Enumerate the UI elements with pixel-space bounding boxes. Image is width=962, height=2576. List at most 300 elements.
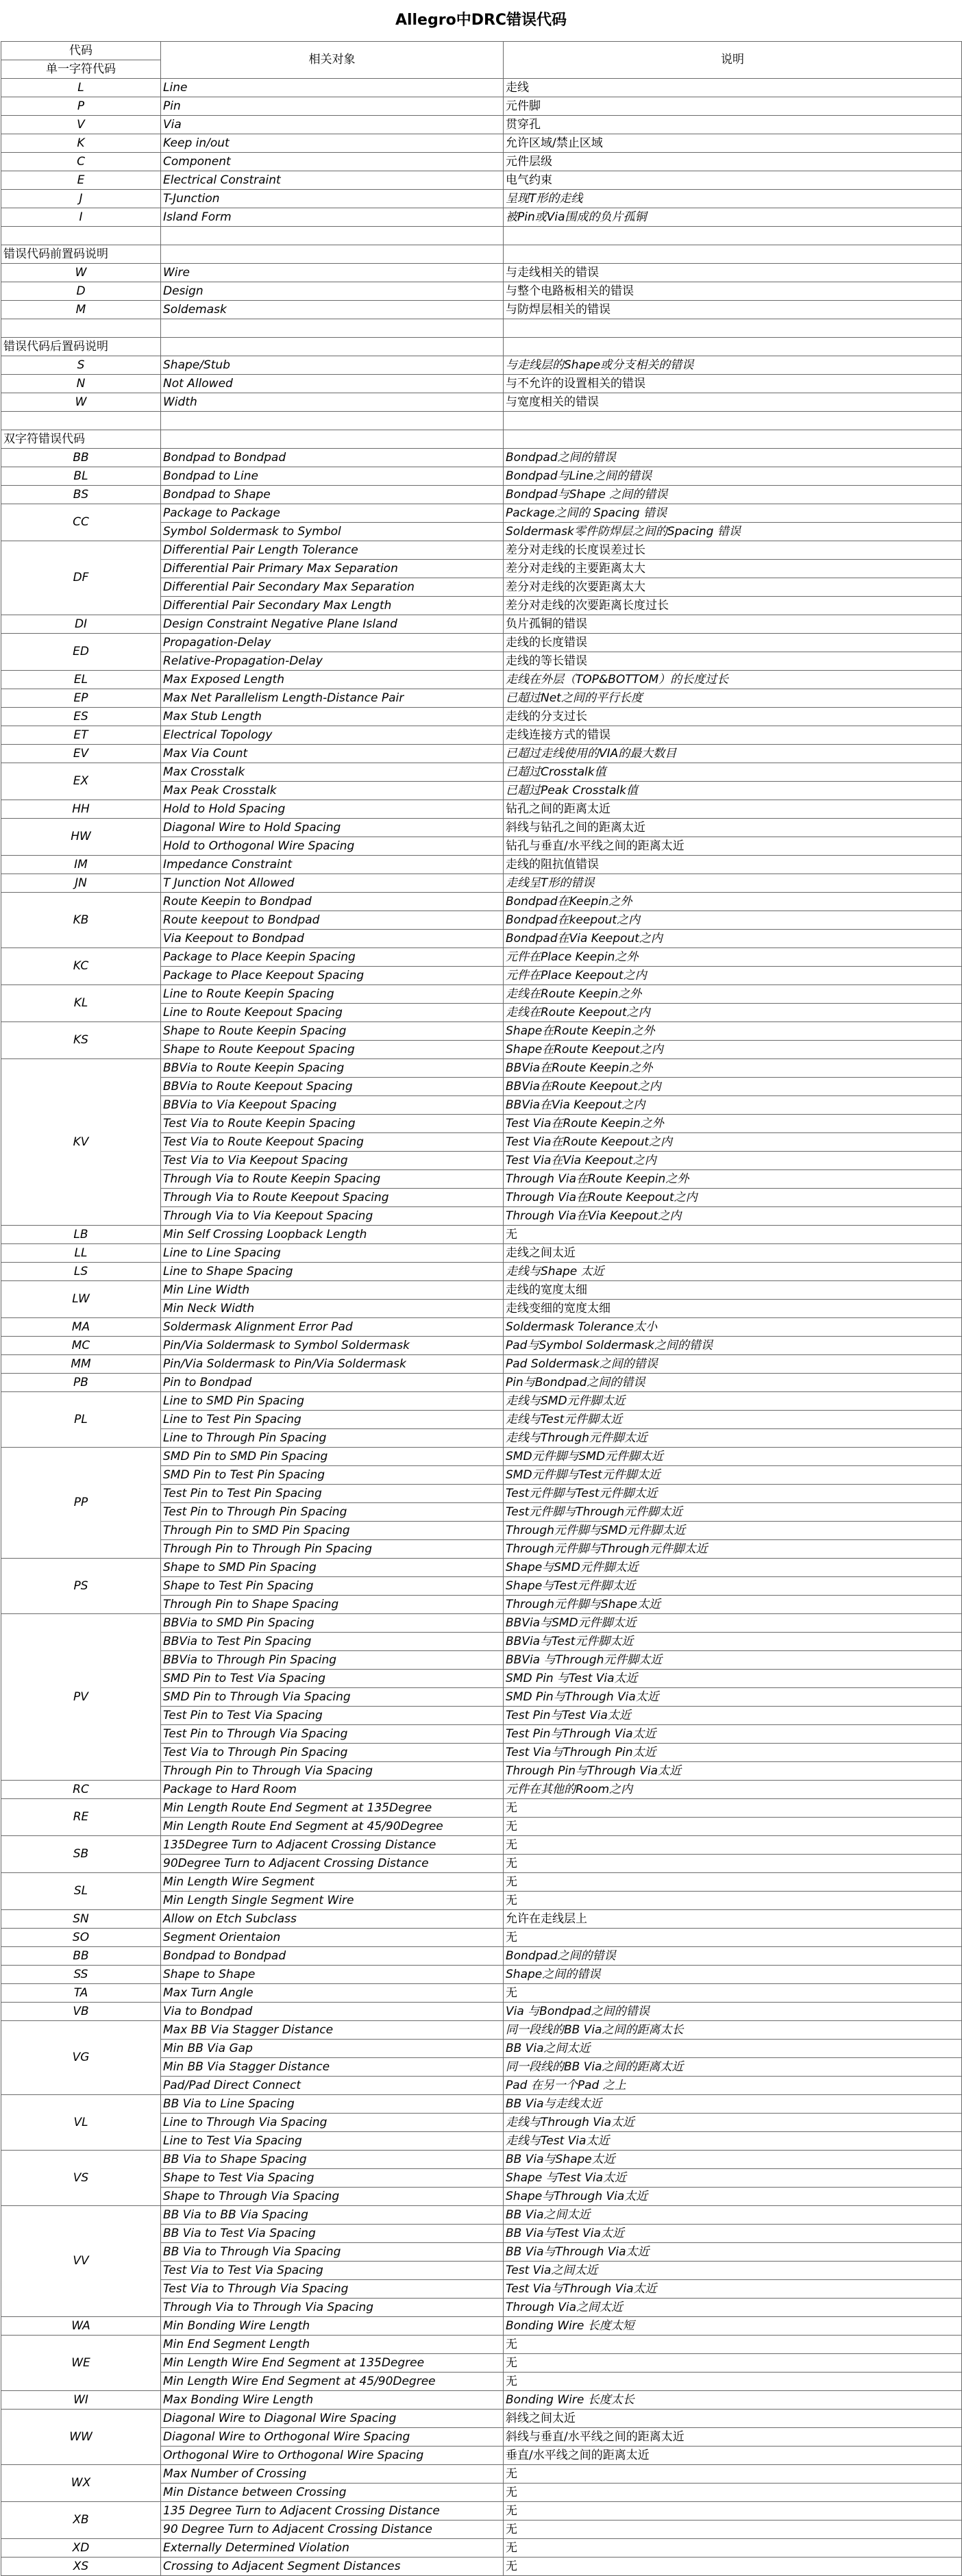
- description-cell: BBVia与Test元件脚太近: [504, 1633, 962, 1651]
- code-cell: JN: [1, 874, 161, 893]
- header-desc: 说明: [504, 42, 962, 79]
- description-cell: 走线连接方式的错误: [504, 726, 962, 745]
- object-cell: Package to Place Keepin Spacing: [161, 948, 504, 967]
- section-empty-cell: [161, 338, 504, 356]
- object-cell: Through Via to Via Keepout Spacing: [161, 1207, 504, 1226]
- description-cell: Bondpad在Keepin之外: [504, 893, 962, 911]
- section-title: 错误代码后置码说明: [1, 338, 161, 356]
- code-cell: WI: [1, 2391, 161, 2410]
- empty-cell: [1, 319, 161, 338]
- description-cell: Test Pin与Through Via太近: [504, 1725, 962, 1744]
- description-cell: Test Via之间太近: [504, 2262, 962, 2280]
- code-cell: N: [1, 375, 161, 393]
- code-cell: M: [1, 301, 161, 319]
- object-cell: Through Pin to Shape Spacing: [161, 1596, 504, 1614]
- object-cell: Min Distance between Crossing: [161, 2484, 504, 2502]
- description-cell: 走线变细的宽度太细: [504, 1300, 962, 1318]
- description-cell: BB Via之间太近: [504, 2040, 962, 2058]
- object-cell: Design Constraint Negative Plane Island: [161, 615, 504, 634]
- object-cell: Min End Segment Length: [161, 2336, 504, 2354]
- object-cell: Package to Place Keepout Spacing: [161, 967, 504, 985]
- description-cell: 走线与Through Via太近: [504, 2114, 962, 2132]
- table-row: [1, 264, 962, 282]
- description-cell: 元件脚: [504, 97, 962, 116]
- object-cell: Hold to Hold Spacing: [161, 800, 504, 819]
- description-cell: 无: [504, 1836, 962, 1855]
- description-cell: 斜线之间太近: [504, 2410, 962, 2428]
- object-cell: Allow on Etch Subclass: [161, 1910, 504, 1929]
- object-cell: Bondpad to Shape: [161, 486, 504, 504]
- empty-row: [1, 319, 962, 338]
- description-cell: Pin与Bondpad之间的错误: [504, 1374, 962, 1392]
- object-cell: Pin: [161, 97, 504, 116]
- object-cell: Max Via Count: [161, 745, 504, 763]
- description-cell: Test Via与Through Pin太近: [504, 1744, 962, 1762]
- code-cell: I: [1, 208, 161, 227]
- object-cell: Crossing to Adjacent Segment Distances: [161, 2558, 504, 2576]
- drc-code-table: [1, 41, 962, 2576]
- description-cell: BBVia在Route Keepout之内: [504, 1078, 962, 1096]
- object-cell: Line to Route Keepin Spacing: [161, 985, 504, 1004]
- code-cell: KC: [1, 948, 161, 985]
- description-cell: 无: [504, 1873, 962, 1892]
- empty-cell: [504, 227, 962, 245]
- description-cell: Shape与Test元件脚太近: [504, 1577, 962, 1596]
- object-cell: BBVia to Route Keepin Spacing: [161, 1059, 504, 1078]
- description-cell: Soldermask零件防焊层之间的Spacing 错误: [504, 523, 962, 541]
- object-cell: Shape/Stub: [161, 356, 504, 375]
- description-cell: 无: [504, 1892, 962, 1910]
- description-cell: 差分对走线的次要距离长度过长: [504, 597, 962, 615]
- description-cell: BBVia在Route Keepin之外: [504, 1059, 962, 1078]
- description-cell: Through元件脚与Through元件脚太近: [504, 1540, 962, 1559]
- table-row: [1, 1448, 962, 1466]
- code-cell: SS: [1, 1966, 161, 1984]
- object-cell: Min Length Wire Segment: [161, 1873, 504, 1892]
- description-cell: 走线的阻抗值错误: [504, 856, 962, 874]
- description-cell: 允许区域/禁止区域: [504, 134, 962, 153]
- description-cell: Test Pin与Test Via太近: [504, 1707, 962, 1725]
- description-cell: 无: [504, 1984, 962, 2003]
- object-cell: Min Length Route End Segment at 45/90Degree: [161, 1818, 504, 1836]
- description-cell: 差分对走线的次要距离太大: [504, 578, 962, 597]
- code-cell: D: [1, 282, 161, 301]
- description-cell: 走线的宽度太细: [504, 1281, 962, 1300]
- description-cell: 走线与Through元件脚太近: [504, 1429, 962, 1448]
- object-cell: Through Via to Route Keepin Spacing: [161, 1170, 504, 1189]
- empty-cell: [504, 412, 962, 430]
- description-cell: Via 与Bondpad之间的错误: [504, 2003, 962, 2021]
- object-cell: Not Allowed: [161, 375, 504, 393]
- object-cell: Width: [161, 393, 504, 412]
- table-row: [1, 1226, 962, 1244]
- code-cell: EL: [1, 671, 161, 689]
- object-cell: Test Via to Through Pin Spacing: [161, 1744, 504, 1762]
- description-cell: Test元件脚与Test元件脚太近: [504, 1485, 962, 1503]
- description-cell: 允许在走线层上: [504, 1910, 962, 1929]
- description-cell: 无: [504, 1799, 962, 1818]
- object-cell: Line to Through Via Spacing: [161, 2114, 504, 2132]
- description-cell: 无: [504, 2539, 962, 2558]
- object-cell: Max Crosstalk: [161, 763, 504, 782]
- code-cell: VG: [1, 2021, 161, 2095]
- object-cell: Hold to Orthogonal Wire Spacing: [161, 837, 504, 856]
- code-cell: PS: [1, 1559, 161, 1614]
- empty-cell: [1, 227, 161, 245]
- description-cell: 钻孔与垂直/水平线之间的距离太近: [504, 837, 962, 856]
- description-cell: BB Via与Shape太近: [504, 2151, 962, 2169]
- table-row: [1, 985, 962, 1004]
- header-code: 代码: [1, 42, 161, 60]
- table-row: [1, 2317, 962, 2336]
- code-cell: SO: [1, 1929, 161, 1947]
- table-row: [1, 874, 962, 893]
- code-cell: EV: [1, 745, 161, 763]
- table-row: [1, 726, 962, 745]
- object-cell: Bondpad to Bondpad: [161, 449, 504, 467]
- object-cell: Impedance Constraint: [161, 856, 504, 874]
- description-cell: SMD Pin与Through Via太近: [504, 1688, 962, 1707]
- code-cell: P: [1, 97, 161, 116]
- code-cell: DF: [1, 541, 161, 615]
- table-row: [1, 1966, 962, 1984]
- table-row: [1, 2539, 962, 2558]
- object-cell: Test Via to Route Keepin Spacing: [161, 1115, 504, 1133]
- code-cell: C: [1, 153, 161, 171]
- description-cell: Bondpad在keepout之内: [504, 911, 962, 930]
- description-cell: 元件在Place Keepout之内: [504, 967, 962, 985]
- description-cell: Through Via在Via Keepout之内: [504, 1207, 962, 1226]
- description-cell: Through Via在Route Keepin之外: [504, 1170, 962, 1189]
- empty-cell: [161, 412, 504, 430]
- description-cell: 无: [504, 2336, 962, 2354]
- header-single: 单一字符代码: [1, 60, 161, 79]
- description-cell: Package之间的 Spacing 错误: [504, 504, 962, 523]
- object-cell: Via Keepout to Bondpad: [161, 930, 504, 948]
- object-cell: Max Stub Length: [161, 708, 504, 726]
- description-cell: Pad 在另一个Pad 之上: [504, 2077, 962, 2095]
- object-cell: Route Keepin to Bondpad: [161, 893, 504, 911]
- object-cell: Min Neck Width: [161, 1300, 504, 1318]
- description-cell: BBVia与SMD元件脚太近: [504, 1614, 962, 1633]
- object-cell: Line to SMD Pin Spacing: [161, 1392, 504, 1411]
- description-cell: Test元件脚与Through元件脚太近: [504, 1503, 962, 1522]
- object-cell: Shape to SMD Pin Spacing: [161, 1559, 504, 1577]
- table-row: [1, 1873, 962, 1892]
- table-row: [1, 301, 962, 319]
- object-cell: Min Bonding Wire Length: [161, 2317, 504, 2336]
- description-cell: 贯穿孔: [504, 116, 962, 134]
- object-cell: Diagonal Wire to Orthogonal Wire Spacing: [161, 2428, 504, 2447]
- description-cell: 元件在Place Keepin之外: [504, 948, 962, 967]
- code-cell: W: [1, 393, 161, 412]
- table-row: [1, 615, 962, 634]
- object-cell: Package to Package: [161, 504, 504, 523]
- code-cell: XB: [1, 2502, 161, 2539]
- table-row: [1, 634, 962, 652]
- table-row: [1, 1781, 962, 1799]
- object-cell: Differential Pair Primary Max Separation: [161, 560, 504, 578]
- object-cell: Test Pin to Through Pin Spacing: [161, 1503, 504, 1522]
- code-cell: BB: [1, 449, 161, 467]
- object-cell: BBVia to Via Keepout Spacing: [161, 1096, 504, 1115]
- code-cell: W: [1, 264, 161, 282]
- code-cell: PL: [1, 1392, 161, 1448]
- table-row: [1, 190, 962, 208]
- object-cell: Min BB Via Gap: [161, 2040, 504, 2058]
- code-cell: ES: [1, 708, 161, 726]
- object-cell: Line to Route Keepout Spacing: [161, 1004, 504, 1022]
- description-cell: 已超过Crosstalk值: [504, 763, 962, 782]
- description-cell: 走线的等长错误: [504, 652, 962, 671]
- empty-row: [1, 227, 962, 245]
- object-cell: Component: [161, 153, 504, 171]
- description-cell: Shape在Route Keepin之外: [504, 1022, 962, 1041]
- object-cell: Shape to Test Via Spacing: [161, 2169, 504, 2188]
- description-cell: Bonding Wire 长度太短: [504, 2317, 962, 2336]
- code-cell: KB: [1, 893, 161, 948]
- description-cell: SMD元件脚与Test元件脚太近: [504, 1466, 962, 1485]
- table-row: [1, 2003, 962, 2021]
- section-row: [1, 245, 962, 264]
- description-cell: 无: [504, 2465, 962, 2484]
- description-cell: 同一段线的BB Via之间的距离太近: [504, 2058, 962, 2077]
- description-cell: 电气约束: [504, 171, 962, 190]
- object-cell: Line to Through Pin Spacing: [161, 1429, 504, 1448]
- table-row: [1, 948, 962, 967]
- object-cell: Line: [161, 79, 504, 97]
- code-cell: KS: [1, 1022, 161, 1059]
- table-row: [1, 79, 962, 97]
- description-cell: 与走线层的Shape或分支相关的错误: [504, 356, 962, 375]
- table-row: [1, 1392, 962, 1411]
- object-cell: Island Form: [161, 208, 504, 227]
- table-row: [1, 1022, 962, 1041]
- object-cell: SMD Pin to Test Pin Spacing: [161, 1466, 504, 1485]
- code-cell: EX: [1, 763, 161, 800]
- table-row: [1, 1910, 962, 1929]
- table-row: [1, 486, 962, 504]
- object-cell: Through Via to Route Keepout Spacing: [161, 1189, 504, 1207]
- object-cell: Differential Pair Length Tolerance: [161, 541, 504, 560]
- description-cell: 元件层级: [504, 153, 962, 171]
- table-row: [1, 1984, 962, 2003]
- description-cell: 呈现T形的走线: [504, 190, 962, 208]
- description-cell: Shape 与Test Via太近: [504, 2169, 962, 2188]
- object-cell: 90Degree Turn to Adjacent Crossing Distance: [161, 1855, 504, 1873]
- header-object: 相关对象: [161, 42, 504, 79]
- description-cell: 走线在Route Keepout之内: [504, 1004, 962, 1022]
- object-cell: Shape to Route Keepin Spacing: [161, 1022, 504, 1041]
- description-cell: Soldermask Tolerance太小: [504, 1318, 962, 1337]
- section-empty-cell: [504, 430, 962, 449]
- description-cell: 无: [504, 1818, 962, 1836]
- description-cell: BB Via之间太近: [504, 2206, 962, 2225]
- table-row: [1, 1318, 962, 1337]
- table-row: [1, 2558, 962, 2576]
- object-cell: Through Pin to SMD Pin Spacing: [161, 1522, 504, 1540]
- description-cell: 与不允许的设置相关的错误: [504, 375, 962, 393]
- description-cell: Through Via在Route Keepout之内: [504, 1189, 962, 1207]
- object-cell: BBVia to Through Pin Spacing: [161, 1651, 504, 1670]
- code-cell: K: [1, 134, 161, 153]
- object-cell: SMD Pin to Through Via Spacing: [161, 1688, 504, 1707]
- description-cell: Pad Soldermask之间的错误: [504, 1355, 962, 1374]
- table-row: [1, 393, 962, 412]
- section-row: [1, 338, 962, 356]
- table-row: [1, 1614, 962, 1633]
- code-cell: VB: [1, 2003, 161, 2021]
- table-row: [1, 1947, 962, 1966]
- object-cell: Orthogonal Wire to Orthogonal Wire Spacing: [161, 2447, 504, 2465]
- table-row: [1, 856, 962, 874]
- code-cell: LS: [1, 1263, 161, 1281]
- description-cell: 走线与Shape 太近: [504, 1263, 962, 1281]
- object-cell: Test Pin to Test Via Spacing: [161, 1707, 504, 1725]
- header-row: [1, 42, 962, 60]
- section-row: [1, 430, 962, 449]
- object-cell: Segment Orientaion: [161, 1929, 504, 1947]
- table-row: [1, 819, 962, 837]
- object-cell: Test Via to Route Keepout Spacing: [161, 1133, 504, 1152]
- table-row: [1, 1559, 962, 1577]
- object-cell: Bondpad to Line: [161, 467, 504, 486]
- object-cell: Test Pin to Test Pin Spacing: [161, 1485, 504, 1503]
- description-cell: 斜线与垂直/水平线之间的距离太近: [504, 2428, 962, 2447]
- object-cell: Pin/Via Soldermask to Pin/Via Soldermask: [161, 1355, 504, 1374]
- code-cell: PV: [1, 1614, 161, 1781]
- object-cell: Diagonal Wire to Hold Spacing: [161, 819, 504, 837]
- object-cell: Min Length Wire End Segment at 45/90Degree: [161, 2373, 504, 2391]
- table-row: [1, 1263, 962, 1281]
- code-cell: J: [1, 190, 161, 208]
- table-row: [1, 1059, 962, 1078]
- object-cell: Min Length Single Segment Wire: [161, 1892, 504, 1910]
- object-cell: Min BB Via Stagger Distance: [161, 2058, 504, 2077]
- code-cell: LL: [1, 1244, 161, 1263]
- table-row: [1, 375, 962, 393]
- table-row: [1, 97, 962, 116]
- description-cell: 已超过Net之间的平行长度: [504, 689, 962, 708]
- description-cell: 负片孤铜的错误: [504, 615, 962, 634]
- object-cell: Min Length Route End Segment at 135Degree: [161, 1799, 504, 1818]
- description-cell: BB Via与Through Via太近: [504, 2243, 962, 2262]
- object-cell: Externally Determined Violation: [161, 2539, 504, 2558]
- object-cell: BB Via to Shape Spacing: [161, 2151, 504, 2169]
- code-cell: HH: [1, 800, 161, 819]
- table-row: [1, 745, 962, 763]
- code-cell: WW: [1, 2410, 161, 2465]
- code-cell: PP: [1, 1448, 161, 1559]
- description-cell: 无: [504, 2502, 962, 2521]
- table-row: [1, 2336, 962, 2354]
- description-cell: Through Via之间太近: [504, 2299, 962, 2317]
- object-cell: Soldermask Alignment Error Pad: [161, 1318, 504, 1337]
- description-cell: 钻孔之间的距离太近: [504, 800, 962, 819]
- description-cell: 与走线相关的错误: [504, 264, 962, 282]
- object-cell: Via to Bondpad: [161, 2003, 504, 2021]
- table-row: [1, 282, 962, 301]
- description-cell: 走线与Test Via太近: [504, 2132, 962, 2151]
- object-cell: Shape to Shape: [161, 1966, 504, 1984]
- table-row: [1, 1337, 962, 1355]
- description-cell: 无: [504, 1929, 962, 1947]
- description-cell: 走线之间太近: [504, 1244, 962, 1263]
- description-cell: 走线的长度错误: [504, 634, 962, 652]
- description-cell: 走线与Test元件脚太近: [504, 1411, 962, 1429]
- object-cell: BBVia to Route Keepout Spacing: [161, 1078, 504, 1096]
- object-cell: BBVia to SMD Pin Spacing: [161, 1614, 504, 1633]
- description-cell: SMD Pin 与Test Via太近: [504, 1670, 962, 1688]
- description-cell: Bondpad之间的错误: [504, 449, 962, 467]
- object-cell: Test Pin to Through Via Spacing: [161, 1725, 504, 1744]
- description-cell: 元件在其他的Room之内: [504, 1781, 962, 1799]
- object-cell: SMD Pin to SMD Pin Spacing: [161, 1448, 504, 1466]
- code-cell: RC: [1, 1781, 161, 1799]
- code-cell: L: [1, 79, 161, 97]
- description-cell: Bondpad之间的错误: [504, 1947, 962, 1966]
- object-cell: Soldemask: [161, 301, 504, 319]
- description-cell: 与防焊层相关的错误: [504, 301, 962, 319]
- object-cell: Max Peak Crosstalk: [161, 782, 504, 800]
- table-row: [1, 208, 962, 227]
- table-row: [1, 1836, 962, 1855]
- description-cell: 已超过Peak Crosstalk值: [504, 782, 962, 800]
- object-cell: Differential Pair Secondary Max Length: [161, 597, 504, 615]
- object-cell: Max Number of Crossing: [161, 2465, 504, 2484]
- object-cell: Test Via to Test Via Spacing: [161, 2262, 504, 2280]
- description-cell: Test Via在Route Keepin之外: [504, 1115, 962, 1133]
- code-cell: BS: [1, 486, 161, 504]
- code-cell: LB: [1, 1226, 161, 1244]
- code-cell: XS: [1, 2558, 161, 2576]
- description-cell: 无: [504, 2354, 962, 2373]
- object-cell: T Junction Not Allowed: [161, 874, 504, 893]
- code-cell: VV: [1, 2206, 161, 2317]
- section-empty-cell: [161, 245, 504, 264]
- table-row: [1, 2410, 962, 2428]
- empty-row: [1, 412, 962, 430]
- object-cell: Through Pin to Through Pin Spacing: [161, 1540, 504, 1559]
- description-cell: 已超过走线使用的VIA的最大数目: [504, 745, 962, 763]
- code-cell: WE: [1, 2336, 161, 2391]
- code-cell: KL: [1, 985, 161, 1022]
- object-cell: Wire: [161, 264, 504, 282]
- code-cell: SB: [1, 1836, 161, 1873]
- table-row: [1, 800, 962, 819]
- table-row: [1, 153, 962, 171]
- table-row: [1, 541, 962, 560]
- code-cell: KV: [1, 1059, 161, 1226]
- table-row: [1, 2095, 962, 2114]
- description-cell: SMD元件脚与SMD元件脚太近: [504, 1448, 962, 1466]
- object-cell: Test Via to Via Keepout Spacing: [161, 1152, 504, 1170]
- table-row: [1, 449, 962, 467]
- description-cell: Test Via在Route Keepout之内: [504, 1133, 962, 1152]
- object-cell: Test Via to Through Via Spacing: [161, 2280, 504, 2299]
- description-cell: BBVia在Via Keepout之内: [504, 1096, 962, 1115]
- object-cell: BB Via to Line Spacing: [161, 2095, 504, 2114]
- description-cell: 无: [504, 2521, 962, 2539]
- description-cell: 走线的分支过长: [504, 708, 962, 726]
- description-cell: 与宽度相关的错误: [504, 393, 962, 412]
- table-row: [1, 467, 962, 486]
- object-cell: Differential Pair Secondary Max Separation: [161, 578, 504, 597]
- code-cell: XD: [1, 2539, 161, 2558]
- object-cell: Max BB Via Stagger Distance: [161, 2021, 504, 2040]
- object-cell: BB Via to BB Via Spacing: [161, 2206, 504, 2225]
- section-empty-cell: [504, 338, 962, 356]
